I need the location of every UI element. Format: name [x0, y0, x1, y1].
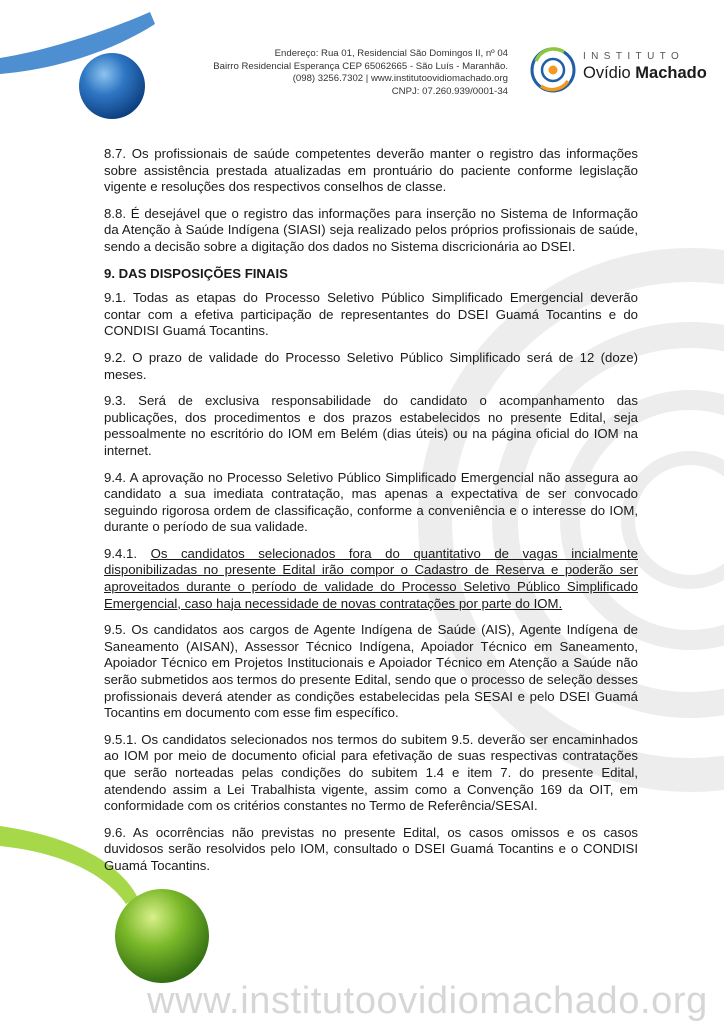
paragraph-9-4-1-number: 9.4.1.: [104, 545, 137, 561]
logo-name-regular: Ovídio: [583, 64, 631, 82]
paragraph-9-4-1: [104, 546, 638, 612]
paragraph-9-6: 9.6. As ocorrências não previstas no presente Edital, os casos omissos e os casos duvidosos serão resolvidos pelo IOM, consultado o DSEI Guamá Tocantins e o CONDISI Guamá Tocantins.: [104, 824, 638, 873]
address-line: (098) 3256.7302 | www.institutoovidiomachado.org: [292, 73, 508, 85]
blue-sphere-decoration: [79, 53, 145, 119]
green-sphere-decoration: [115, 889, 209, 983]
paragraph-9-5-1: 9.5.1. Os candidatos selecionados nos termos do subitem 9.5. deverão ser encaminhados ao IOM por meio de documento oficial para efetivação de suas respectivas contratações que serão norteadas pelas condições do subitem 1.4 e item 7. do presente Edital, atendendo assim a Lei Trabalhista vigente, assim como a Convenção 169 da OIT, em conformidade com os critérios constantes no Termo de Referência/SESAI.: [104, 731, 638, 814]
paragraph-9-5: 9.5. Os candidatos aos cargos de Agente Indígena de Saúde (AIS), Agente Indígena de Saneamento (AISAN), Assessor Técnico Indígena, Apoiador Técnico em Saneamento, Apoiador Técnico em Projetos Institucionais e Apoiador Técnico em Atenção a Saúde não serão submetidos aos termos do presente Edital, sendo que o processo de seleção desses profissionais deverá atender as condições estabelecidas pela SESAI e pelo DSEI Guamá Tocantins em documento com esse fim específico.: [104, 622, 638, 721]
logo-line-name: [583, 64, 707, 83]
logo-line-instituto: INSTITUTO: [583, 51, 685, 62]
address-line: Endereço: Rua 01, Residencial São Domingos II, nº 04: [274, 48, 508, 59]
iom-logo: [527, 44, 707, 96]
paragraph-9-4-1-text: Os candidatos selecionados fora do quantitativo de vagas incialmente disponibilizadas no presente Edital irão compor o Cadastro de Reserva e poderão ser aproveitados durante o período de validade do Processo Seletivo Público Simplificado Emergencial, caso haja necessidade de novas contratações por parte do IOM.: [104, 545, 638, 611]
paragraph-9-1: 9.1. Todas as etapas do Processo Seletivo Público Simplificado Emergencial deverão contar com a efetiva participação de representantes do DSEI Guamá Tocantins e do CONDISI Guamá Tocantins.: [104, 290, 638, 339]
document-body: [104, 146, 638, 885]
paragraph-8-7: 8.7. Os profissionais de saúde competentes deverão manter o registro das informações sobre assistência prestada atualizadas em prontuário do paciente conforme legislação vigente e resoluções dos respectivos conselhos de classe.: [104, 146, 638, 195]
iom-logo-icon: [527, 44, 579, 96]
section-heading-9: 9. DAS DISPOSIÇÕES FINAIS: [104, 265, 288, 281]
logo-name-bold: Machado: [635, 64, 707, 82]
paragraph-9-2: 9.2. O prazo de validade do Processo Seletivo Público Simplificado será de 12 (doze) meses.: [104, 349, 638, 382]
footer-website-watermark: www.institutoovidiomachado.org: [147, 980, 708, 1022]
header-address: [188, 48, 508, 98]
address-line: CNPJ: 07.260.939/0001-34: [391, 85, 508, 97]
address-line: Bairro Residencial Esperança CEP 65062665 - São Luís - Maranhão.: [213, 60, 508, 72]
paragraph-8-8: 8.8. É desejável que o registro das informações para inserção no Sistema de Informação da Atenção à Saúde Indígena (SIASI) seja realizado pelos próprios profissionais de saúde, sendo a decisão sobre a digitação dos dados no Sistema discricionária ao DSEI.: [104, 205, 638, 254]
paragraph-9-3: 9.3. Será de exclusiva responsabilidade do candidato o acompanhamento das publicações, dos procedimentos e dos prazos estabelecidos no presente Edital, seja pessoalmente no escritório do IOM em Belém (dias úteis) ou na página oficial do IOM na internet.: [104, 393, 638, 458]
paragraph-9-4: 9.4. A aprovação no Processo Seletivo Público Simplificado Emergencial não assegura ao candidato a sua imediata contratação, mas apenas a expectativa de ser convocado seguindo rigorosa ordem de classificação, conforme a conveniência e o interesse do IOM, durante o período de sua validade.: [104, 469, 638, 535]
